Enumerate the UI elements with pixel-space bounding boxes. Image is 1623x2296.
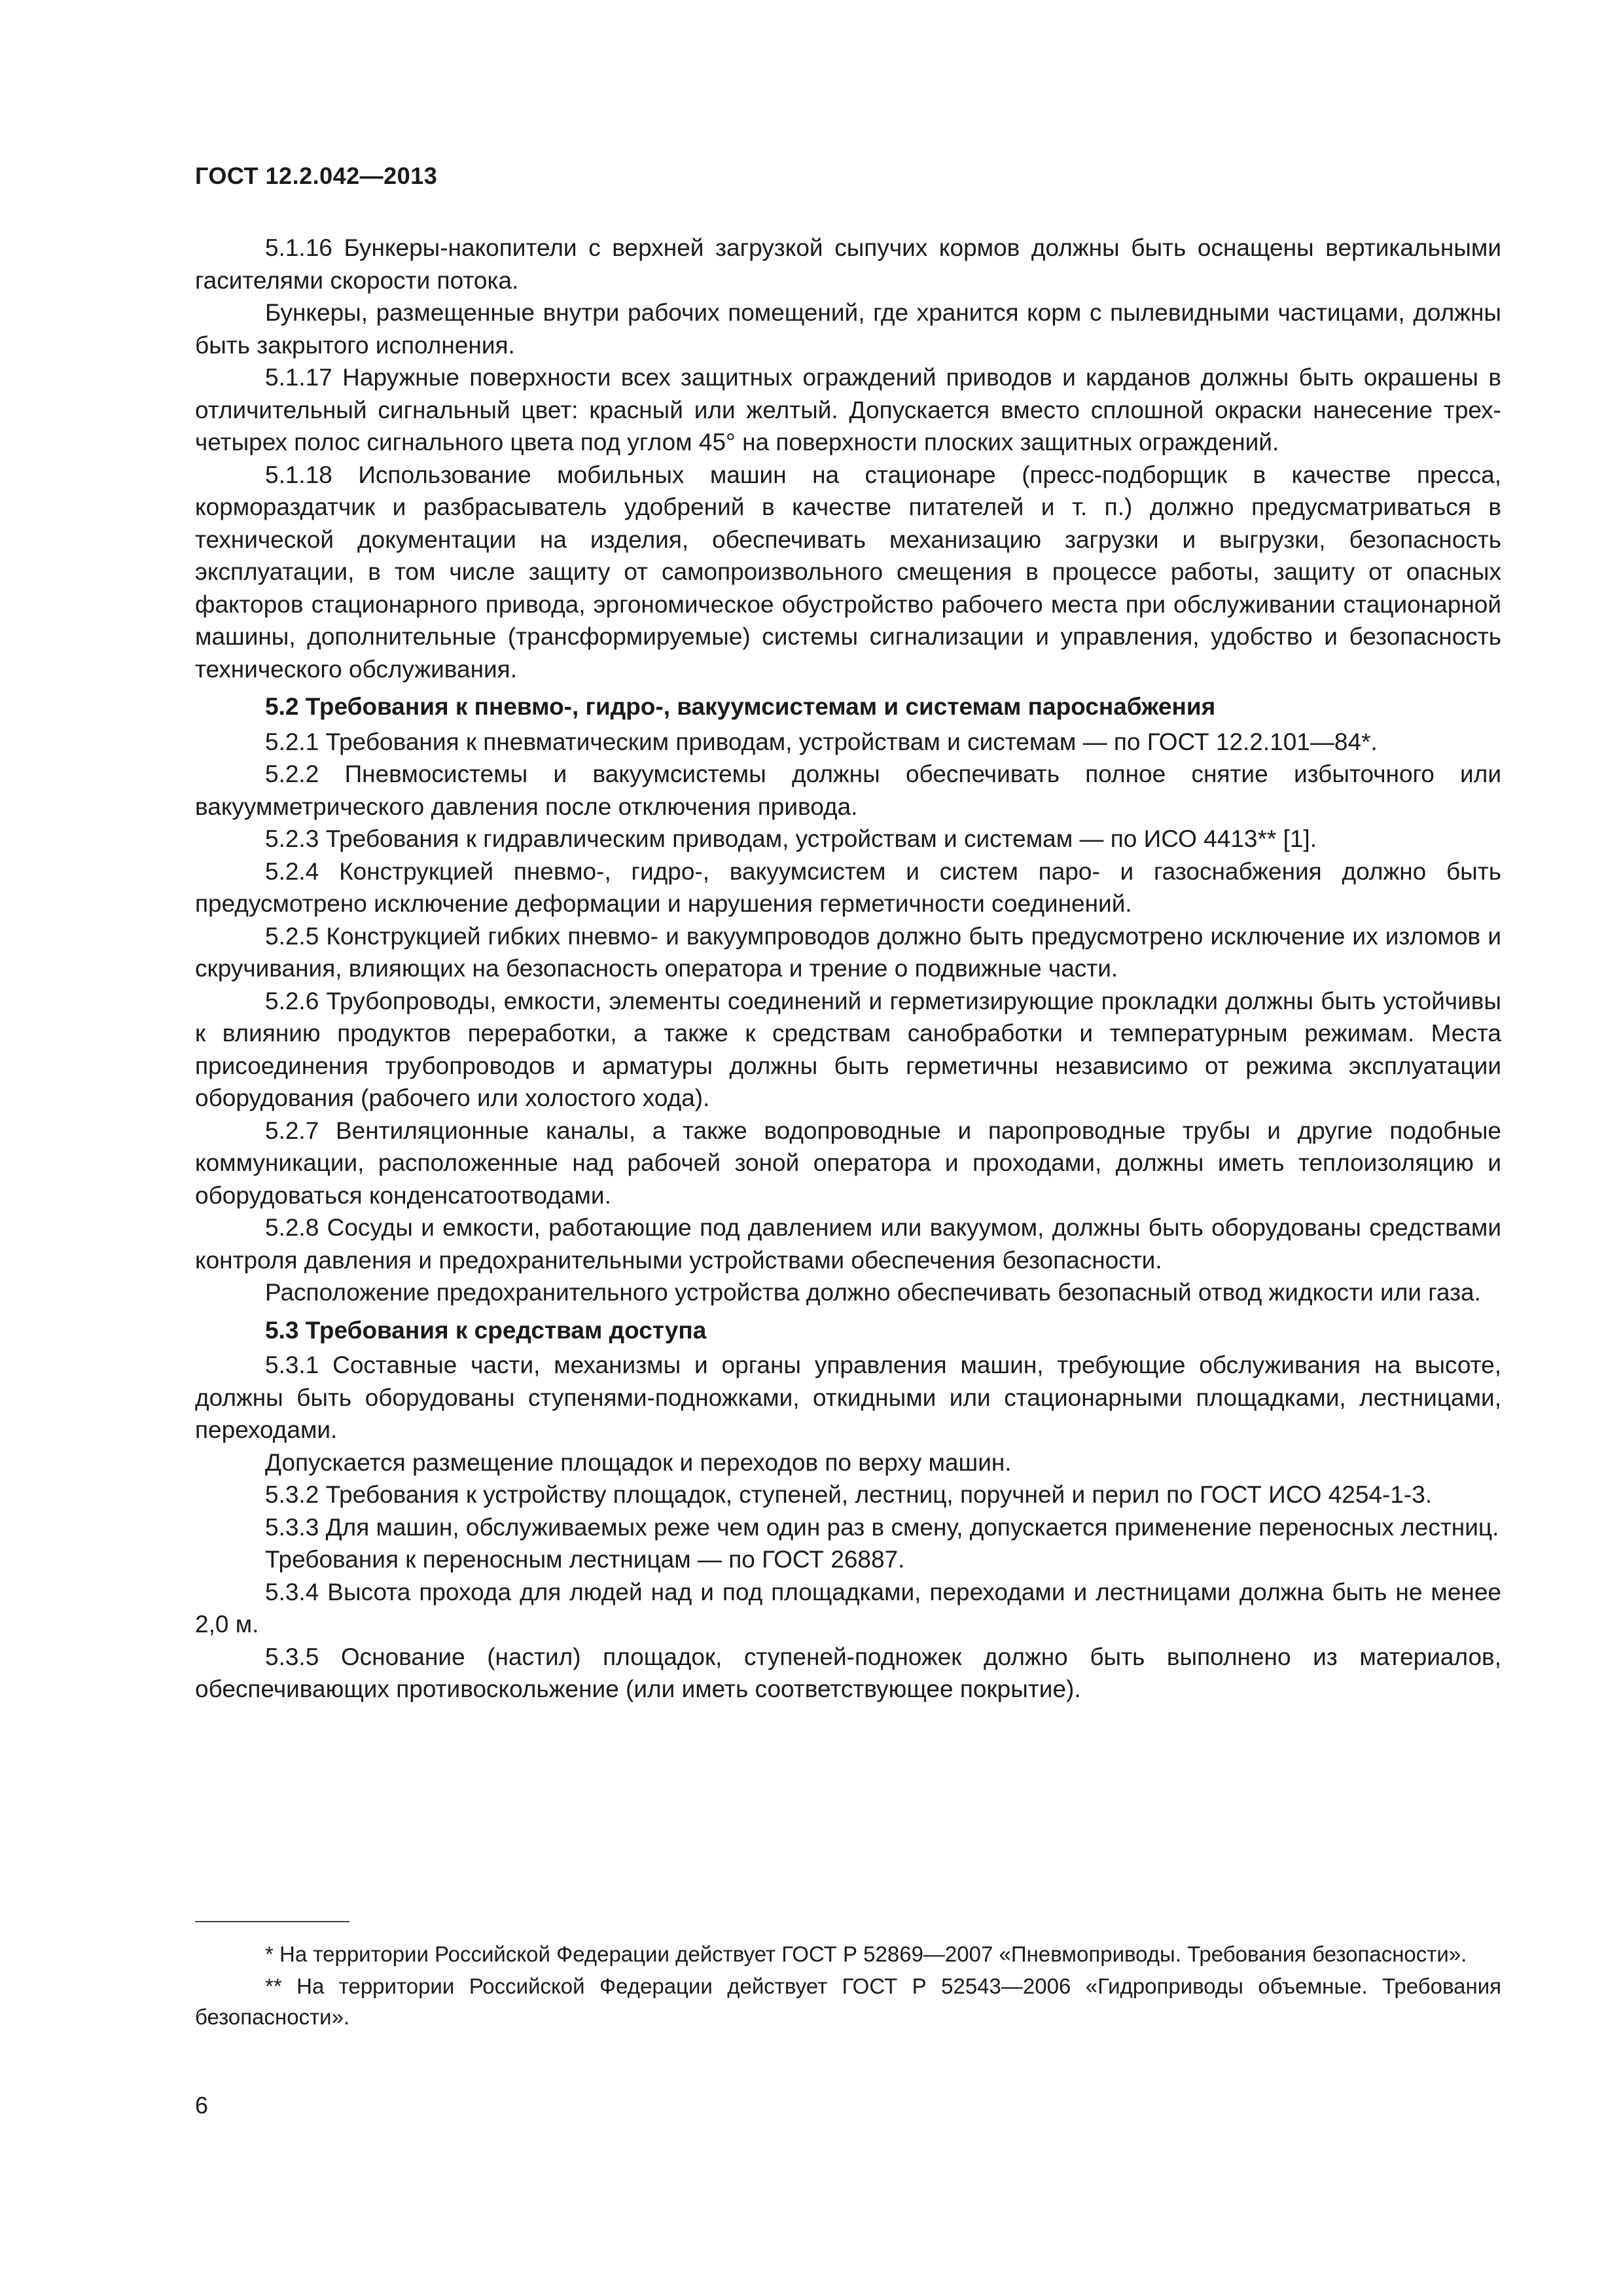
footnote-divider	[195, 1921, 349, 1922]
standard-header: ГОСТ 12.2.042—2013	[195, 162, 438, 189]
footnotes	[195, 1939, 1501, 2034]
document-body	[195, 232, 1501, 1706]
paragraph: 5.2.5 Конструкцией гибких пневмо- и вакуумпроводов должно быть предусмотрено исключение их изломов и скручивания, влияющих на безопасность оператора и трение о подвижные части.	[195, 922, 1501, 982]
paragraph: 5.2.7 Вентиляционные каналы, а также водопроводные и паропроводные трубы и другие подобные коммуникации, расположенные над рабочей зоной оператора и проходами, должны иметь теплоизоляцию и оборудоваться конденсатоотводами.	[195, 1117, 1501, 1209]
paragraph: 5.1.18 Использование мобильных машин на стационаре (пресс-подборщик в качестве пресса, кормораздатчик и разбрасыватель удобрений в качестве питателей и т. п.) должно предусматриваться в технической документации на изделия, обеспечивать механизацию загрузки и выгрузки, безопасность эксплуатации, в том числе защиту от самопроизвольного смещения в процессе работы, защиту от опасных факторов стационарного привода, эргономическое обустройство рабочего места при обслуживании стационарной машины, дополнительные (трансформируемые) системы сигнализации и управления, удобство и безопасность технического обслуживания.	[195, 461, 1501, 683]
paragraph: 5.2.6 Трубопроводы, емкости, элементы соединений и герметизирующие прокладки должны быть устойчивы к влиянию продуктов переработки, а также к средствам санобработки и температурным режимам. Места присоединения трубопроводов и арматуры должны быть герметичны независимо от режима эксплуатации оборудования (рабочего или холостого хода).	[195, 987, 1501, 1111]
footnote: ** На территории Российской Федерации действует ГОСТ Р 52543—2006 «Гидроприводы объемные. Требования безопасности».	[195, 1974, 1501, 2029]
paragraph: Бункеры, размещенные внутри рабочих помещений, где хранится корм с пылевидными частицами, должны быть закрытого исполнения.	[195, 299, 1501, 359]
paragraph: 5.2.2 Пневмосистемы и вакуумсистемы должны обеспечивать полное снятие избыточного или вакуумметрического давления после отключения привода.	[195, 761, 1501, 820]
footnote: * На территории Российской Федерации действует ГОСТ Р 52869—2007 «Пневмоприводы. Требования безопасности».	[265, 1942, 1467, 1966]
paragraph: 5.3.2 Требования к устройству площадок, ступеней, лестниц, поручней и перил по ГОСТ ИСО 4254-1-3.	[265, 1481, 1433, 1508]
paragraph: 5.1.17 Наружные поверхности всех защитных ограждений приводов и карданов должны быть окрашены в отличительный сигнальный цвет: красный или желтый. Допускается вместо сплошной окраски нанесение трех-четырех полос сигнального цвета под углом 45° на поверхности плоских защитных ограждений.	[195, 364, 1501, 456]
paragraph: 5.3.1 Составные части, механизмы и органы управления машин, требующие обслуживания на высоте, должны быть оборудованы ступенями-подножками, откидными или стационарными площадками, лестницами, переходами.	[195, 1352, 1501, 1443]
paragraph: 5.1.16 Бункеры-накопители с верхней загрузкой сыпучих кормов должны быть оснащены вертикальными гасителями скорости потока.	[195, 234, 1501, 294]
paragraph: 5.2.1 Требования к пневматическим приводам, устройствам и системам — по ГОСТ 12.2.101—84*.	[265, 728, 1378, 755]
paragraph: 5.2.8 Сосуды и емкости, работающие под давлением или вакуумом, должны быть оборудованы средствами контроля давления и предохранительными устройствами обеспечения безопасности.	[195, 1214, 1501, 1274]
paragraph: 5.3.4 Высота прохода для людей над и под площадками, переходами и лестницами должна быть не менее 2,0 м.	[195, 1578, 1501, 1638]
paragraph: 5.2.3 Требования к гидравлическим приводам, устройствам и системам — по ИСО 4413** [1].	[265, 825, 1317, 852]
paragraph: Допускается размещение площадок и переходов по верху машин.	[265, 1448, 1012, 1476]
section-heading: 5.2 Требования к пневмо-, гидро-, вакуумсистемам и системам пароснабжения	[265, 693, 1216, 720]
paragraph: 5.2.4 Конструкцией пневмо-, гидро-, вакуумсистем и систем паро- и газоснабжения должно быть предусмотрено исключение деформации и нарушения герметичности соединений.	[195, 857, 1501, 917]
paragraph: Расположение предохранительного устройства должно обеспечивать безопасный отвод жидкости или газа.	[265, 1279, 1481, 1306]
paragraph: Требования к переносным лестницам — по ГОСТ 26887.	[265, 1546, 905, 1573]
paragraph: 5.3.3 Для машин, обслуживаемых реже чем один раз в смену, допускается применение переносных лестниц.	[265, 1513, 1499, 1541]
section-heading: 5.3 Требования к средствам доступа	[265, 1316, 707, 1344]
page-number: 6	[195, 2092, 209, 2119]
paragraph: 5.3.5 Основание (настил) площадок, ступеней-подножек должно быть выполнено из материалов, обеспечивающих противоскольжение (или иметь соответствующее покрытие).	[195, 1643, 1501, 1702]
